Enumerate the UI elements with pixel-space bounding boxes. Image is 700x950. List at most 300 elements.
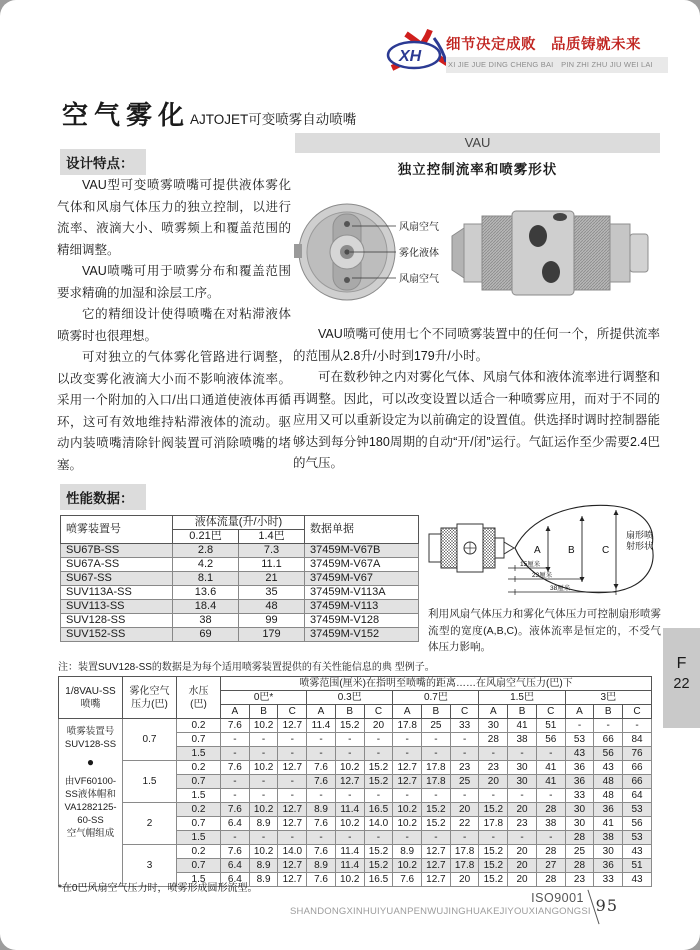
cell: 7.6 <box>307 817 336 831</box>
design-features-text <box>57 175 291 476</box>
water-pressure-cell: 0.7 <box>177 817 221 831</box>
cell: 22 <box>450 817 479 831</box>
paragraph: 可在数秒钟之内对雾化气体、风扇气体和液体流率进行调整和再调整。因此，可以改变设置以适合一种喷雾应用，而对于不同的应用又可以重新设定为以前确定的设置值。供选择时调时控制器能够达到每分钟180周期的自动“开/闭”运行。气缸运作至少需要2.4巴的气压。 <box>293 370 660 470</box>
cell: - <box>422 831 451 845</box>
cell: 30 <box>479 719 508 733</box>
cell: - <box>364 747 393 761</box>
fan-pressure-group: 0巴* <box>221 691 307 705</box>
cell: 25 <box>565 845 594 859</box>
paragraph: VAU喷嘴可用于喷雾分布和覆盖范围要求精确的加湿和涂层工序。 <box>57 264 291 300</box>
cell: 37459M-V113A <box>305 586 419 600</box>
cell: 7.6 <box>307 845 336 859</box>
cell: 41 <box>536 761 565 775</box>
cell: - <box>450 831 479 845</box>
water-pressure-cell: 1.5 <box>177 831 221 845</box>
cell: 66 <box>594 733 623 747</box>
abc-header: B <box>508 705 537 719</box>
cell: - <box>278 733 307 747</box>
cell: - <box>221 775 250 789</box>
cell: 7.6 <box>307 873 336 887</box>
cell: 38 <box>536 817 565 831</box>
cell: - <box>364 789 393 803</box>
fan-pressure-group: 3巴 <box>565 691 651 705</box>
paragraph: VAU型可变喷雾喷嘴可提供液体雾化气体和风扇气体压力的独立控制，以进行流率、液滴大小、喷雾频上和覆盖范围的精细调整。 <box>57 178 291 257</box>
performance-table-body <box>61 544 419 642</box>
cell: 36 <box>565 775 594 789</box>
water-pressure-cell: 0.7 <box>177 859 221 873</box>
vau-caption: 独立控制流率和喷雾形状 <box>397 162 558 177</box>
section-tab-letter: F <box>676 655 687 672</box>
cell: 66 <box>623 761 652 775</box>
cell: 12.7 <box>422 845 451 859</box>
dim-38cm: 38厘米 <box>550 585 571 592</box>
col-header-model: 喷雾装置号 <box>61 516 173 544</box>
cell: 20 <box>450 873 479 887</box>
cell: 51 <box>623 859 652 873</box>
cell: SU67A-SS <box>61 558 173 572</box>
cell: - <box>422 789 451 803</box>
cell: - <box>536 747 565 761</box>
cell: 33 <box>594 873 623 887</box>
cell: 12.7 <box>278 761 307 775</box>
cell: 12.7 <box>422 859 451 873</box>
cell: 41 <box>594 817 623 831</box>
cell: - <box>307 747 336 761</box>
cell: 23 <box>565 873 594 887</box>
cell: 8.1 <box>173 572 239 586</box>
cell: - <box>221 747 250 761</box>
water-pressure-cell: 0.2 <box>177 803 221 817</box>
cell: 53 <box>623 831 652 845</box>
cell: - <box>249 775 278 789</box>
cell: 76 <box>623 747 652 761</box>
cell: 30 <box>565 817 594 831</box>
cell: 16.5 <box>364 803 393 817</box>
abc-header: A <box>307 705 336 719</box>
fan-pressure-group: 0.7巴 <box>393 691 479 705</box>
atomizing-pressure-cell: 1.5 <box>123 761 177 803</box>
cell: 17.8 <box>422 761 451 775</box>
cell: 10.2 <box>249 803 278 817</box>
cell: - <box>221 733 250 747</box>
fan-pressure-group: 0.3巴 <box>307 691 393 705</box>
cell: 48 <box>239 600 305 614</box>
cell: 17.8 <box>450 859 479 873</box>
abc-header: B <box>594 705 623 719</box>
cell: 37459M-V128 <box>305 614 419 628</box>
table-row <box>61 572 419 586</box>
cell: 7.6 <box>307 775 336 789</box>
header-row <box>59 677 652 691</box>
cell: 30 <box>565 803 594 817</box>
cell: 15.2 <box>479 845 508 859</box>
water-pressure-cell: 1.5 <box>177 789 221 803</box>
spray-range-table <box>58 676 652 887</box>
abc-header: B <box>335 705 364 719</box>
cell: 7.6 <box>221 803 250 817</box>
cell: 12.7 <box>393 775 422 789</box>
cell: 12.7 <box>393 761 422 775</box>
cell: 25 <box>450 775 479 789</box>
cell: - <box>249 789 278 803</box>
cell: 11.1 <box>239 558 305 572</box>
cell: 38 <box>173 614 239 628</box>
cell: - <box>307 789 336 803</box>
table-row <box>61 614 419 628</box>
cell: 8.9 <box>307 803 336 817</box>
cell: 48 <box>594 775 623 789</box>
cell: - <box>565 719 594 733</box>
cell: SUV128-SS <box>61 614 173 628</box>
cell: 23 <box>508 817 537 831</box>
col-header-datasheet: 数据单据 <box>305 516 419 544</box>
cell: 37459M-V67B <box>305 544 419 558</box>
abc-header: C <box>450 705 479 719</box>
cell: 15.2 <box>422 817 451 831</box>
cell: - <box>479 789 508 803</box>
cell: 38 <box>594 831 623 845</box>
cell: 10.2 <box>393 803 422 817</box>
page-footer <box>290 891 620 917</box>
cell: 10.2 <box>335 873 364 887</box>
vau-description-text <box>293 324 660 475</box>
spray-table-footnote: *在0巴风扇空气压力时，喷雾形成圆形流型。 <box>58 883 258 894</box>
cell: - <box>536 831 565 845</box>
table-row <box>61 544 419 558</box>
cell: 51 <box>536 719 565 733</box>
cell: 15.2 <box>364 859 393 873</box>
cell: 12.7 <box>278 859 307 873</box>
cell: 69 <box>173 628 239 642</box>
cell: 2.8 <box>173 544 239 558</box>
cell: 43 <box>623 873 652 887</box>
atomizing-pressure-cell: 0.7 <box>123 719 177 761</box>
cell: 41 <box>508 719 537 733</box>
cell: 36 <box>594 803 623 817</box>
cell: - <box>393 747 422 761</box>
cell: 43 <box>623 845 652 859</box>
col-header-spray-range: 喷雾范围(厘米)在指明至喷嘴的距离……在风扇空气压力(巴)下 <box>221 677 652 691</box>
cell: - <box>278 747 307 761</box>
cell: 37459M-V113 <box>305 600 419 614</box>
cell: 23 <box>479 761 508 775</box>
water-pressure-cell: 1.5 <box>177 873 221 887</box>
spray-range-table-head <box>59 677 652 719</box>
cell: - <box>364 733 393 747</box>
cell: 11.4 <box>335 845 364 859</box>
cell: 18.4 <box>173 600 239 614</box>
cell: - <box>422 747 451 761</box>
cell: - <box>623 719 652 733</box>
cell: 8.9 <box>249 859 278 873</box>
col-header-p14: 1.4巴 <box>239 530 305 544</box>
cell: 12.7 <box>278 803 307 817</box>
shape-label-line1: 扇形喷 <box>626 530 654 540</box>
cell: 15.2 <box>479 859 508 873</box>
arrow-label-c: C <box>602 545 610 556</box>
cell: 10.2 <box>249 845 278 859</box>
cell: - <box>221 831 250 845</box>
cell: 15.2 <box>364 845 393 859</box>
table-row <box>61 558 419 572</box>
cell: 56 <box>623 817 652 831</box>
cell: 10.2 <box>393 817 422 831</box>
cell: SU67-SS <box>61 572 173 586</box>
cell: 20 <box>508 873 537 887</box>
cell: 84 <box>623 733 652 747</box>
cell: 23 <box>450 761 479 775</box>
cell: 7.6 <box>221 761 250 775</box>
cell: 37459M-V67A <box>305 558 419 572</box>
cell: - <box>249 733 278 747</box>
cell: 21 <box>239 572 305 586</box>
section-tab-number: 22 <box>673 676 690 692</box>
abc-header: B <box>249 705 278 719</box>
cell: 11.4 <box>335 803 364 817</box>
cell: 28 <box>479 733 508 747</box>
cell: 11.4 <box>307 719 336 733</box>
cell: 20 <box>364 719 393 733</box>
cell: - <box>393 733 422 747</box>
atomizing-pressure-cell: 3 <box>123 845 177 887</box>
cell: 6.4 <box>221 873 250 887</box>
cell: 27 <box>536 859 565 873</box>
cell: 10.2 <box>335 761 364 775</box>
cell: 38 <box>508 733 537 747</box>
label-fan-air-bottom: 风扇空气 <box>399 274 439 285</box>
cell: - <box>508 831 537 845</box>
cell: - <box>249 831 278 845</box>
cell: 20 <box>508 845 537 859</box>
cell: 15.2 <box>479 873 508 887</box>
cell: 7.6 <box>307 761 336 775</box>
paragraph: 可对独立的气体雾化管路进行调整，以改变雾化液滴大小而不影响液体流率。采用一个附加的入口/出口通道使液体再循环，这可有效地维持粘滞液体的流动。驱动内装喷嘴清除针阀装置可消除喷嘴的堵塞。 <box>57 350 291 472</box>
cell: 12.7 <box>278 817 307 831</box>
cell: 12.7 <box>422 873 451 887</box>
cell: 30 <box>594 845 623 859</box>
water-pressure-cell: 0.2 <box>177 761 221 775</box>
header-pinyin: XI JIE JUE DING CHENG BAI PIN ZHI ZHU JIU WEI LAI <box>446 57 668 73</box>
cell: - <box>364 831 393 845</box>
cell: 15.2 <box>422 803 451 817</box>
cell: 53 <box>623 803 652 817</box>
arrow-label-b: B <box>568 545 575 556</box>
arrow-label-a: A <box>534 545 541 556</box>
cell: - <box>508 789 537 803</box>
cell: 16.5 <box>364 873 393 887</box>
cell: - <box>422 733 451 747</box>
fan-spray-diagram <box>428 496 661 606</box>
logo-text: XH <box>399 48 422 65</box>
abc-header: A <box>393 705 422 719</box>
cell: 28 <box>565 831 594 845</box>
cell: 25 <box>422 719 451 733</box>
cell: 20 <box>450 803 479 817</box>
cell: - <box>393 831 422 845</box>
abc-header: C <box>364 705 393 719</box>
cell: - <box>450 747 479 761</box>
cell: 15.2 <box>364 761 393 775</box>
cell: 17.8 <box>393 719 422 733</box>
cell: 8.9 <box>249 873 278 887</box>
page-subtitle: AJTOJET可变喷雾自动喷嘴 <box>190 112 357 127</box>
cell: 8.9 <box>393 845 422 859</box>
abc-header: C <box>536 705 565 719</box>
cell: 28 <box>565 859 594 873</box>
cell: 12.7 <box>335 775 364 789</box>
cell: 20 <box>508 803 537 817</box>
cell: 43 <box>594 761 623 775</box>
abc-header: A <box>479 705 508 719</box>
cell: - <box>307 733 336 747</box>
cell: 28 <box>536 873 565 887</box>
label-atomized-liquid: 雾化液体 <box>399 248 439 259</box>
cell: 6.4 <box>221 817 250 831</box>
cell: - <box>594 719 623 733</box>
cell: - <box>450 733 479 747</box>
water-pressure-cell: 1.5 <box>177 747 221 761</box>
cell: 20 <box>508 859 537 873</box>
cell: 37459M-V67 <box>305 572 419 586</box>
cell: 10.2 <box>393 859 422 873</box>
cell: 179 <box>239 628 305 642</box>
section-tab-f22 <box>663 628 700 728</box>
cell: 53 <box>565 733 594 747</box>
cell: 15.2 <box>335 719 364 733</box>
cell: - <box>335 831 364 845</box>
page-title: 空气雾化 <box>62 100 191 130</box>
cell: - <box>450 789 479 803</box>
cell: - <box>278 789 307 803</box>
shape-label-line2: 射形状 <box>626 541 654 551</box>
cell: 43 <box>565 747 594 761</box>
bullet-icon: ● <box>86 755 95 769</box>
cell: 10.2 <box>249 761 278 775</box>
cell: 13.6 <box>173 586 239 600</box>
cell: 41 <box>536 775 565 789</box>
label-fan-air-top: 风扇空气 <box>399 222 439 233</box>
cell: 11.4 <box>335 859 364 873</box>
cell: 7.6 <box>393 873 422 887</box>
cell: - <box>335 747 364 761</box>
col-header-water-pressure: 水压 (巴) <box>177 677 221 719</box>
cell: 4.2 <box>173 558 239 572</box>
cell: 28 <box>536 803 565 817</box>
cell: - <box>307 831 336 845</box>
col-header-p021: 0.21巴 <box>173 530 239 544</box>
col-header-atomizing-pressure: 雾化空气 压力(巴) <box>123 677 177 719</box>
col-header-nozzle: 1/8VAU-SS 喷嘴 <box>59 677 123 719</box>
cell: 12.7 <box>278 873 307 887</box>
cell: 33 <box>450 719 479 733</box>
cell: SU67B-SS <box>61 544 173 558</box>
cell: 35 <box>239 586 305 600</box>
abc-header: C <box>623 705 652 719</box>
cell: 7.6 <box>221 719 250 733</box>
cell: 8.9 <box>249 817 278 831</box>
cell: 30 <box>508 775 537 789</box>
cell: 37459M-V152 <box>305 628 419 642</box>
cell: 30 <box>508 761 537 775</box>
water-pressure-cell: 0.2 <box>177 719 221 733</box>
cell: SUV152-SS <box>61 628 173 642</box>
water-pressure-cell: 0.7 <box>177 775 221 789</box>
dim-23cm: 23厘米 <box>532 572 553 579</box>
cell: 20 <box>479 775 508 789</box>
abc-header: C <box>278 705 307 719</box>
cell: 14.0 <box>364 817 393 831</box>
cell: SUV113-SS <box>61 600 173 614</box>
cell: 7.3 <box>239 544 305 558</box>
cell: 99 <box>239 614 305 628</box>
performance-table <box>60 515 419 642</box>
cell: - <box>278 831 307 845</box>
cell: - <box>393 789 422 803</box>
cell: - <box>278 775 307 789</box>
cell: 17.8 <box>479 817 508 831</box>
vau-section-bar: VAU <box>295 133 660 153</box>
diagram-caption: 利用风扇气体压力和雾化气体压力可控制扇形喷雾流型的宽度(A,B,C)。液体流率是恒定的，不受气体压力影响。 <box>428 608 661 653</box>
cell: 56 <box>536 733 565 747</box>
fan-pressure-group: 1.5巴 <box>479 691 565 705</box>
abc-header: A <box>221 705 250 719</box>
table-row <box>59 803 652 817</box>
table-row <box>59 719 652 733</box>
cell: 10.2 <box>335 817 364 831</box>
cell: 6.4 <box>221 859 250 873</box>
cell: 10.2 <box>249 719 278 733</box>
table-row <box>59 845 652 859</box>
abc-header: B <box>422 705 451 719</box>
abc-header: A <box>565 705 594 719</box>
performance-note: 注：装置SUV128-SS的数据是为每个适用喷雾装置提供的有关性能信息的典 型例子。 <box>58 662 435 673</box>
cell: 8.9 <box>307 859 336 873</box>
cell: - <box>335 789 364 803</box>
atomizing-pressure-cell: 2 <box>123 803 177 845</box>
table-row <box>59 761 652 775</box>
paragraph: VAU喷嘴可使用七个不同喷雾装置中的任何一个，所提供流率的范围从2.8升/小时到179升/小时。 <box>293 327 660 363</box>
cell: 36 <box>565 761 594 775</box>
cell: 17.8 <box>450 845 479 859</box>
water-pressure-cell: 0.2 <box>177 845 221 859</box>
cell: 66 <box>623 775 652 789</box>
cell: - <box>479 747 508 761</box>
water-pressure-cell: 0.7 <box>177 733 221 747</box>
cell: 56 <box>594 747 623 761</box>
cell: 12.7 <box>278 719 307 733</box>
company-name: SHANDONGXINHUIYUANPENWUJINGHUAKEJIYOUXIANGONGSI <box>290 906 591 917</box>
cell: 14.0 <box>278 845 307 859</box>
cell: - <box>536 789 565 803</box>
cell: 48 <box>594 789 623 803</box>
iso-label: ISO9001 <box>531 891 584 905</box>
cell: - <box>508 747 537 761</box>
cell: 28 <box>536 845 565 859</box>
page-number: 95 <box>595 896 618 915</box>
cell: - <box>479 831 508 845</box>
cell: 33 <box>565 789 594 803</box>
col-header-flow: 液体流量(升/小时) <box>173 516 305 530</box>
cell: - <box>335 733 364 747</box>
cell: 64 <box>623 789 652 803</box>
table-row <box>61 600 419 614</box>
table-row <box>61 586 419 600</box>
dim-15cm: 15厘米 <box>520 561 541 568</box>
nozzle-assembly-cell: 喷雾装置号 SUV128-SS ● 由VF60100- SS液体帽和 VA1282125- 60-SS 空气帽组成 <box>59 719 123 887</box>
cell: SUV113A-SS <box>61 586 173 600</box>
cell: 17.8 <box>422 775 451 789</box>
design-features-heading: 设计特点： <box>60 149 146 175</box>
